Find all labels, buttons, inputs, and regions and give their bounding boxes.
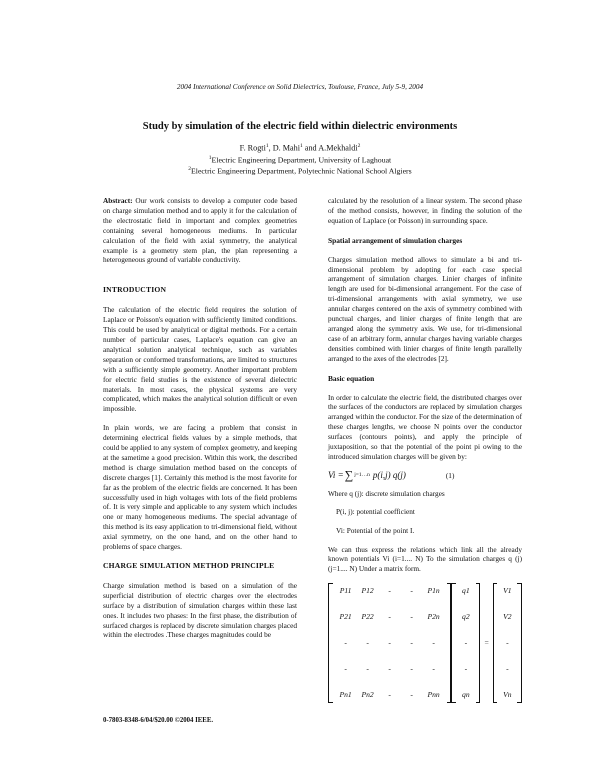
equation-rhs: p(i,j) q(j) xyxy=(372,469,406,480)
matrix-cell: - xyxy=(388,689,391,699)
introduction-heading: INTRODUCTION xyxy=(103,285,167,295)
matrix-cell: - xyxy=(410,612,413,622)
author-2-sup: 1 xyxy=(300,143,303,149)
vector-cell: V1 xyxy=(503,586,512,596)
matrix-cell: P11 xyxy=(339,586,352,596)
potential-vector xyxy=(497,583,517,703)
equation-1 xyxy=(328,467,522,482)
affiliation-1-text: Electric Engineering Department, University of Laghouat xyxy=(211,155,392,165)
matrix-cell: - xyxy=(366,663,369,673)
continuation-paragraph: calculated by the resolution of a linear system. The second phase of the method consists, however, in finding the solution of the equation of Laplace (or Poisson) in surrounding space. xyxy=(328,196,522,225)
q-vector-right-bracket xyxy=(476,583,481,703)
matrix-cell: P1n xyxy=(427,586,440,596)
matrix-cell: Pn1 xyxy=(339,689,352,699)
paper-title: Study by simulation of the electric field within dielectric environments xyxy=(142,121,458,132)
matrix-cell: Pn2 xyxy=(361,689,374,699)
matrix-cell: - xyxy=(388,586,391,596)
csm-heading: CHARGE SIMULATION METHOD PRINCIPLE xyxy=(103,561,275,570)
author-2: , D. Mahi xyxy=(268,143,301,153)
affiliation-2-sup: 2 xyxy=(188,166,192,172)
author-1: F. Rogti xyxy=(239,143,266,153)
copyright-footer: 0-7803-8348-6/04/$20.00 ©2004 IEEE. xyxy=(103,717,214,724)
matrix-cell: P21 xyxy=(339,612,352,622)
affiliation-2 xyxy=(0,166,600,176)
author-line xyxy=(0,143,600,153)
potential-coefficient-matrix xyxy=(333,583,447,703)
matrix-cell: P22 xyxy=(361,612,374,622)
author-1-sup: 1 xyxy=(265,143,269,149)
vector-cell: - xyxy=(506,663,509,673)
matrix-intro-paragraph: We can thus express the relations which link all the already known potentials Vi (i=1.... N) To the simulation charges q (j) (j=1.... N) Under a matrix form. xyxy=(328,544,522,574)
abstract xyxy=(103,196,297,265)
matrix-cell: - xyxy=(410,663,413,673)
vector-cell: - xyxy=(506,638,509,648)
vector-cell: qn xyxy=(462,689,470,699)
matrix-cell: - xyxy=(366,638,369,648)
matrix-equation xyxy=(328,583,522,703)
equation-lhs: Vi = xyxy=(328,469,344,480)
spatial-arrangement-heading: Spatial arrangement of simulation charges xyxy=(328,235,463,245)
matrix-cell: - xyxy=(432,663,435,673)
right-column xyxy=(328,196,522,703)
where-line-2: P(i, j): potential coefficient xyxy=(336,507,415,517)
equation-number: (1) xyxy=(445,470,455,480)
vector-cell: q2 xyxy=(462,612,470,622)
summation-symbol: ∑ xyxy=(344,467,354,482)
matrix-cell: - xyxy=(410,638,413,648)
matrix-cell: - xyxy=(410,689,413,699)
matrix-cell: P12 xyxy=(361,586,374,596)
left-column xyxy=(103,196,297,649)
vector-cell: V2 xyxy=(503,612,512,622)
matrix-cell: - xyxy=(388,663,391,673)
vector-cell: q1 xyxy=(462,586,470,596)
author-3-sup: 2 xyxy=(357,143,361,149)
running-header: 2004 International Conference on Solid Dielectrics, Toulouse, France, July 5-9, 2004 xyxy=(176,83,424,91)
where-line-3: Vi: Potential of the point I. xyxy=(336,525,415,535)
spatial-arrangement-paragraph: Charges simulation method allows to simulate a bi and tri- dimensional problem by adopting for each case special arrangement of simulation charges. Linier charges of infinite length are used for bi-dimensional arrangement. For the case of tri-dimensional arrangements with axial symmetry, we use annular charges centered on the axis of symmetry combined with punctual charges, and linier charges of finite length that are arranged along the symmetry axis. We use, for tri-dimensional case of an arbitrary form, annular charges having variable charges densities combined with linier charges of finite length parallelly arranged to the axes of the electrodes [2]. xyxy=(328,254,522,363)
vector-cell: - xyxy=(464,638,468,648)
vector-cell: Vn xyxy=(503,689,512,699)
matrix-cell: P2n xyxy=(427,612,440,622)
affiliation-1-sup: 1 xyxy=(208,155,212,161)
intro-paragraph-2: In plain words, we are facing a problem that consist in determining electrical fields values by a simple methods, that could be applied to any system of complex geometry, and keeping at the sametime a good precision. Within this work, the described method is charge simulation method based on the concepts of discrete charges [1]. Certainly this method is the most favorite for far as the problem of the electric fields are concerned. It has been successfully used in high voltages with lots of the field problems of. It is very simple and applicable to any system which includes one or many homogeneous mediums. The special advantage of this method is its easy application to tri-dimensional field, without axial symmetry, on the one hand, and on the other hand to problems of space charges. xyxy=(103,423,297,552)
summation-limits: j=1…n xyxy=(354,471,370,478)
equals-sign: = xyxy=(484,638,489,648)
affiliation-1 xyxy=(0,155,600,165)
abstract-label: Abstract: xyxy=(103,196,133,205)
author-3: and A.Mekhaldi xyxy=(302,143,358,153)
affiliation-2-text: Electric Engineering Department, Polytechnic National School Algiers xyxy=(191,166,412,176)
intro-paragraph-1: The calculation of the electric field requires the solution of Laplace or Poisson's equation with sufficiently limited conditions. This could be used by analytical or digital methods. For a certain number of particular cases, Laplace's equation can give an analytical solution analytical technique, such as variables separation or conformed transformations, are limited to structures with a sufficiently simple geometry. Another important problem for electric field studies is the existence of several dielectric materials. In most cases, the physical systems are very complicated, which makes the analytical solution difficult or even impossible. xyxy=(103,305,297,414)
matrix-cell: - xyxy=(388,638,391,648)
matrix-cell: - xyxy=(344,638,347,648)
matrix-cell: - xyxy=(410,586,413,596)
basic-equation-paragraph: In order to calculate the electric field, the distributed charges over the surfaces of the conductors are replaced by simulation charges arranged within the conductor. For the size of the determination of these charges lengths, we choose N points over the conductor surfaces (contours points), and apply the principle of juxtaposition, so that the potential of the point pi owing to the introduced simulation charges will be given by: xyxy=(328,392,522,461)
abstract-text: Our work consists to develop a computer code based on charge simulation method and to apply it for the calculation of the electrostatic field in important and complex geometries containing several homogeneous mediums. In particular calculation of the field with axial symmetry, the analytical example is a geometry stem plan, the plan representing a heterogeneous ground of variable conductivity. xyxy=(103,196,297,265)
matrix-cell: - xyxy=(388,612,391,622)
where-line-1: Where q (j): discrete simulation charges xyxy=(328,488,445,498)
matrix-cell: - xyxy=(344,663,347,673)
v-vector-right-bracket xyxy=(517,583,522,703)
matrix-cell: Pnn xyxy=(427,689,440,699)
vector-cell: - xyxy=(464,663,468,673)
charge-vector xyxy=(456,583,476,703)
basic-equation-heading: Basic equation xyxy=(328,373,375,383)
matrix-cell: - xyxy=(432,638,435,648)
csm-paragraph: Charge simulation method is based on a simulation of the superficial distribution of electric charges over the electrodes surface by a distribution of simulation charges within these last ones. It includes two phases: In the first phase, the distribution of surfaced charges is replaced by discrete simulation charges placed within the electrodes .These charges magnitudes could be xyxy=(103,580,297,640)
